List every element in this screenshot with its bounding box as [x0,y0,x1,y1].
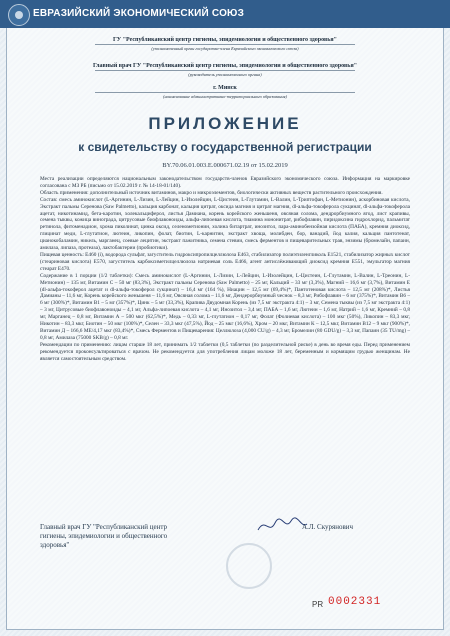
signatory-name: А.Л. Скурянович [302,523,354,531]
registration-number: BY.70.06.01.003.E.000671.02.19 от 15.02.2019 [162,162,288,169]
city-caption: (наименование административно-территориального образования) [163,94,287,99]
body-paragraph: Рекомендации по применению: лицам старше 18 лет, принимать 1/2 таблетки (0,5 таблетки (по разделительной риске) в день во время еды. Перед применением рекомендуется проконсультироваться с врачом. Не рекомендуется для употребления лицам моложе 18 лет, беременным и кормящим грудью женщинам. Не является самостоятельным средством. [40,341,410,362]
divider [95,92,355,93]
form-series: PR [312,600,324,609]
union-name: ЕВРАЗИЙСКИЙ ЭКОНОМИЧЕСКИЙ СОЮЗ [33,8,245,19]
body-paragraph: Содержание в 1 порции (1/2 таблетки): Смесь аминокислот (L-Аргинин, L-Лизин, L-Лейцин, L-Изолейцин, L-Цистеин, L-Глутамин, L-Валин, L-Треонин, L-Метионин) – 135 мг, Витамин С – 50 мг (83,3%), Экстракт пальмы Серенова (Saw Palmetto) – 25 мг, Кальций – 33 мг (3,3%), Магний – 16,6 мг (3,7%), Витамин Е (dl-альфа-токоферол ацетат и dl-альфа-токоферол сукцинат) – 16,4 мг (164 %), Ниацин – 12,5 мг (69,4%)*, Пантотеновая кислота – 12,5 мг (208%)*, Листья Дамианы – 11,6 мг, Корень корейского женьшеня – 11,6 мг, Овсяная солома – 11,6 мг, Дендерорбиумный чеснок – 8,3 мг, Рибофлавин – 6 мг (375%)*, Витамин В6 – 6 мг (300%)*, Витамин В1 – 5 мг (357%)*, Цинк – 5 мг (33,3%), Крапива Двудомная Корень (из 7,5 мг экстракта 4:1) – 3 мг, Семена тыквы (из 7,5 мг экстракта 4:1) – 3 мг, Цитрусовые биофлавоноиды – 4,1 мг, Альфа-липоевая кислота – 4,1 мг, Инозитол – 3,4 мг, ПАБА – 1,6 мг, Лютеин – 1,6 мг, Натрий – 1,6 мг, Кремний – 0,8 мг, Марганец – 0,8 мг, Витамин А – 500 мкг (62,5%)*, Медь – 0,33 мг, L-глутатион – 0,17 мг, Фолат (Фолиевая кислота) – 100 мкг (50%), Ликопин – 83,3 мкг, Никотин – 83,3 мкг, Биотин – 50 мкг (100%)*, Селен – 33,3 мкг (47,5%), Йод – 25 мкг (16,6%), Хром – 20 мкг, Витамин К – 12,5 мкг, Витамин В12 – 9 мкг (900%)*, Витамин Д – 166,6 МЕ/4,17 мкг (83,4%)*, Смесь Ферментов и Пищеварения: Целлюлоза (4,000 CU/g) – 4,3 мг, Бромелин (80 GDU/g) – 3,3 мг, Папаин (35 TU/mg) – 0,8 мг, Амилаза (75000 SKB/g) – 0,8 мг. [40,272,410,341]
document-subtitle: к свидетельству о государственной регистрации [78,140,372,154]
header-banner [0,0,450,28]
official-seal-icon [226,543,272,589]
body-paragraph: Пищевая ценность: E460 (i), водорода сульфат, загуститель гидроксипропилцеллюлоза E463, стабилизатор полиэтиленгликоль E1521, стабилизатор жирных кислот (стеариновая кислота) E570, загуститель карбоксиметилцеллюлоза натриевая соль E466, агент антислёживающий диоксид кремния E551, эмульгатор магния стеарат E470. [40,251,410,272]
chief-line: Главный врач ГУ "Республиканский центр гигиены, эпидемиологии и общественного здоровья" [92,63,358,69]
eaeu-emblem-icon [8,4,30,26]
signatory-position: Главный врач ГУ "Республиканский центр гигиены, эпидемиологии и общественного здоровья" [40,523,168,549]
document-body [40,176,410,362]
form-serial-number: 0002331 [328,596,382,608]
chief-caption: (руководитель уполномоченного органа) [188,72,262,77]
issuer-organization: ГУ "Республиканский центр гигиены, эпидемиологии и общественного здоровья" [112,37,337,43]
body-paragraph: Область применения: дополнительный источник витаминов, макро и микроэлементов, биологически активных веществ растительного происхождения. [40,189,383,196]
document-title: ПРИЛОЖЕНИЕ [148,114,302,133]
city: г. Минск [213,85,237,91]
body-paragraph: Места реализации определяются национальным законодательством государств-членов Евразийского экономического союза. Информация на маркировке согласована с МЗ РБ (письмо от 15.02.2019 г. № 14-18-01/140). [40,176,410,189]
divider [95,70,355,71]
issuer-organization-caption: (уполномоченный орган государства-члена Евразийского экономического союза) [151,46,299,51]
body-paragraph: Состав: смесь аминокислот (L-Аргинин, L-Лизин, L-Лейцин, L-Изолейцин, L-Цистеин, L-Глутамин, L-Валин, L-Триптофан, L-Метионин), аскорбиновая кислота, Экстракт пальмы Серенова (Saw Palmetto), кальция карбонат, кальция цитрат, оксида магния и цитрат магния, dl-альфа-токоферола сукцинат, dl-альфа-токоферола ацетат, никотинамид, бета-каротин, холекальциферол, листья Дамиана, корень корейского женьшеня, овсяная солома, дендрорбиумного ягод, лист крапивы, семена тыквы, кожица винограда, цитрусовые биофлавоноиды, альфа-липоевая кислота, тиамина мононитрат, рибофлавин, пиридоксина гидрохлорид, пальмитат ретинола, фитоменадион, хрома пиколинат, цинка оксид, селенометионин, холина битартрат, инозитол, пара-аминобензойная кислота (ПАБА), кремния диоксид, глицинат меди, L-глутатион, лютеин, ликопин, фолат, биотин, L-карнитин, экстракт хвоща, молибден, бор, ванадий, йод калия, кальция пантотенат, цианокобаламин, никель, марганец, соевые лецитин, экстракт пажитника, семена стевии, смесь ферментов и пищеварительных трав, энзимы (бромелайн, папаин, амилаза, липаза, протеаза), лактобактерии (пробиотики). [40,196,410,252]
divider [95,44,355,45]
